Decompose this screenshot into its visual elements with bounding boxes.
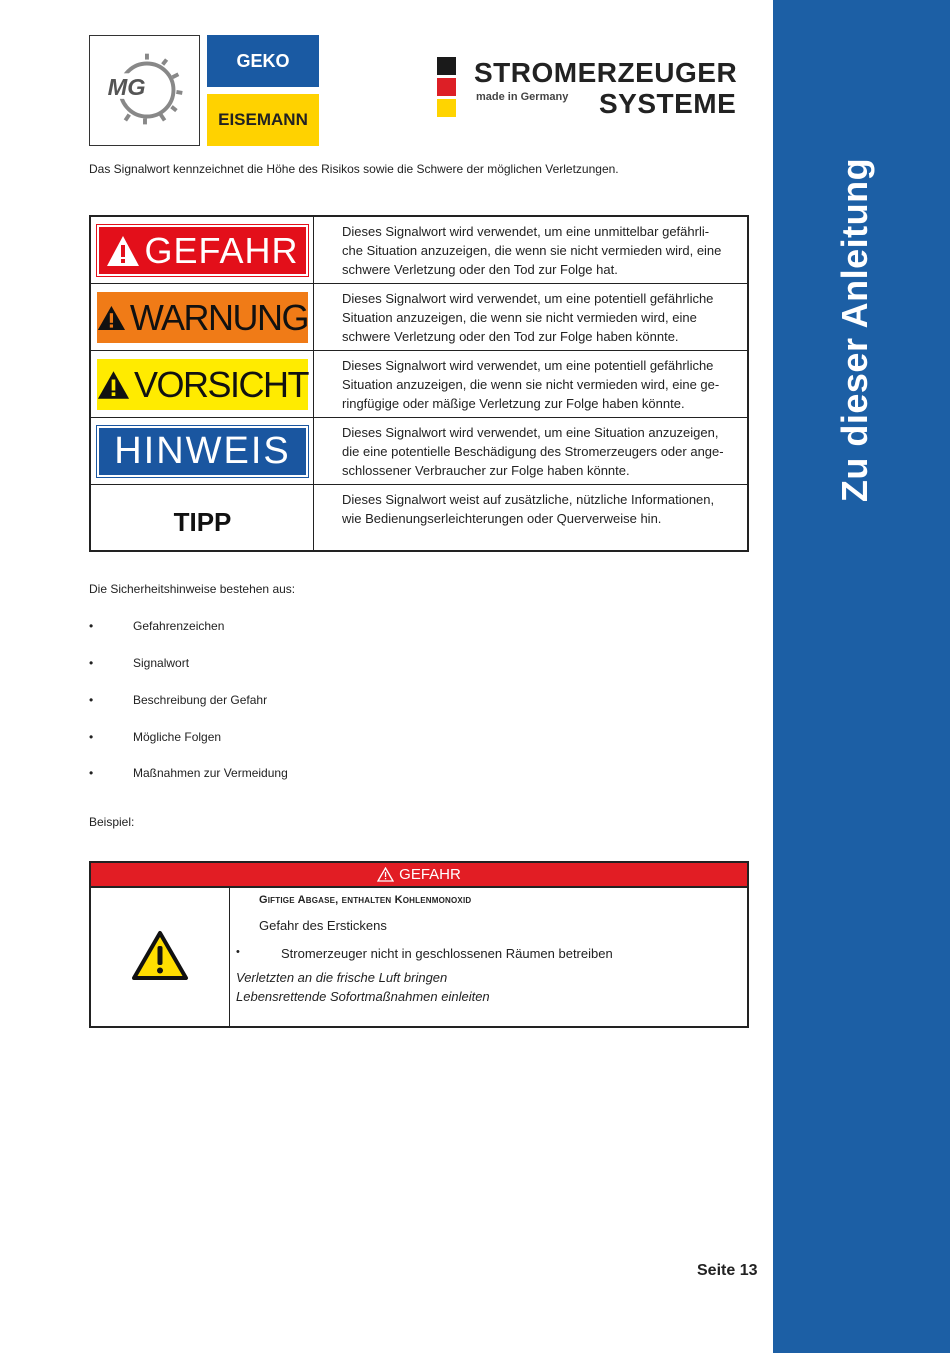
- warning-sign-icon: [131, 930, 189, 982]
- svg-text:MG: MG: [107, 73, 146, 100]
- signal-description: Dieses Signalwort wird verwendet, um eine potentiell gefährliche Situation anzuzeigen, die wenn sie nicht vermieden wird, eine schwere Verletzung oder den Tod zur Folge haben könnte.: [342, 291, 714, 344]
- signal-word-table: [89, 215, 749, 552]
- list-item: Mögliche Folgen: [133, 730, 222, 744]
- signal-description: Dieses Signalwort wird verwendet, um eine unmittelbar gefährli- che Situation anzuzeigen, die wenn sie nicht vermieden wird, eine schwere Verletzung oder den Tod zur Folge hat.: [342, 224, 722, 277]
- table-row: [91, 351, 747, 418]
- example-italic-line: Lebensrettende Sofortmaßnahmen einleiten: [236, 989, 490, 1004]
- brand-title-systeme: SYSTEME: [599, 88, 737, 119]
- vorsicht-badge: VORSICHT: [97, 359, 308, 410]
- table-row: [91, 418, 747, 485]
- page-number: Seite 13: [697, 1262, 758, 1279]
- signal-description: Dieses Signalwort weist auf zusätzliche, nützliche Informationen, wie Bedienungserleichterungen oder Querverweise hin.: [342, 492, 715, 526]
- warnung-badge: WARNUNG: [97, 292, 308, 343]
- mg-logo: [89, 35, 200, 146]
- bullet: •: [89, 766, 94, 780]
- example-body: [89, 886, 749, 1028]
- geko-logo: GEKO: [207, 35, 319, 87]
- sidebar-title: Zu dieser Anleitung: [834, 157, 875, 503]
- example-label: Beispiel:: [89, 815, 135, 829]
- example-header: GEFAHR: [89, 861, 749, 888]
- safety-intro: Die Sicherheitshinweise bestehen aus:: [89, 582, 296, 596]
- list-item: Beschreibung der Gefahr: [133, 693, 268, 707]
- example-italic-line: Verletzten an die frische Luft bringen: [236, 970, 448, 985]
- warning-outline-icon: [377, 867, 394, 882]
- gefahr-badge: GEFAHR: [97, 225, 308, 276]
- list-item: Maßnahmen zur Vermeidung: [133, 766, 288, 780]
- bullet: •: [89, 730, 94, 744]
- example-title: Giftige Abgase, enthalten Kohlenmonoxid: [259, 894, 472, 906]
- bullet: •: [236, 946, 240, 958]
- tipp-badge: TIPP: [173, 507, 232, 537]
- signal-description: Dieses Signalwort wird verwendet, um eine potentiell gefährliche Situation anzuzeigen, die wenn sie nicht vermieden wird, eine ge- ringfügige oder mäßige Verletzung zur Folge haben könnte.: [342, 358, 720, 411]
- signal-description: Dieses Signalwort wird verwendet, um eine Situation anzuzeigen, die eine potentielle Beschädigung des Stromerzeugers oder ange- schlossener Verbraucher zur Folge haben könnte.: [342, 425, 724, 478]
- intro-text: Das Signalwort kennzeichnet die Höhe des Risikos sowie die Schwere der möglichen Verletzungen.: [89, 162, 619, 176]
- bullet: •: [89, 656, 94, 670]
- mg-logo-icon: [90, 36, 199, 145]
- warning-icon: [106, 234, 140, 268]
- bullet: •: [89, 693, 94, 707]
- eisemann-logo: EISEMANN: [207, 94, 319, 146]
- brand-title: STROMERZEUGER: [474, 57, 738, 88]
- brand-subtitle: made in Germany: [476, 91, 569, 103]
- warning-icon: [97, 368, 130, 402]
- table-row: [91, 284, 747, 351]
- bullet: •: [89, 619, 94, 633]
- table-row: [91, 217, 747, 284]
- list-item: Gefahrenzeichen: [133, 619, 225, 633]
- hinweis-badge: HINWEIS: [97, 426, 308, 477]
- german-flag-icon: [437, 57, 456, 120]
- list-item: Signalwort: [133, 656, 190, 670]
- example-consequence: Gefahr des Erstickens: [259, 918, 387, 933]
- example-measure: Stromerzeuger nicht in geschlossenen Räumen betreiben: [281, 946, 613, 961]
- table-row: [91, 485, 747, 550]
- warning-icon: [97, 301, 126, 335]
